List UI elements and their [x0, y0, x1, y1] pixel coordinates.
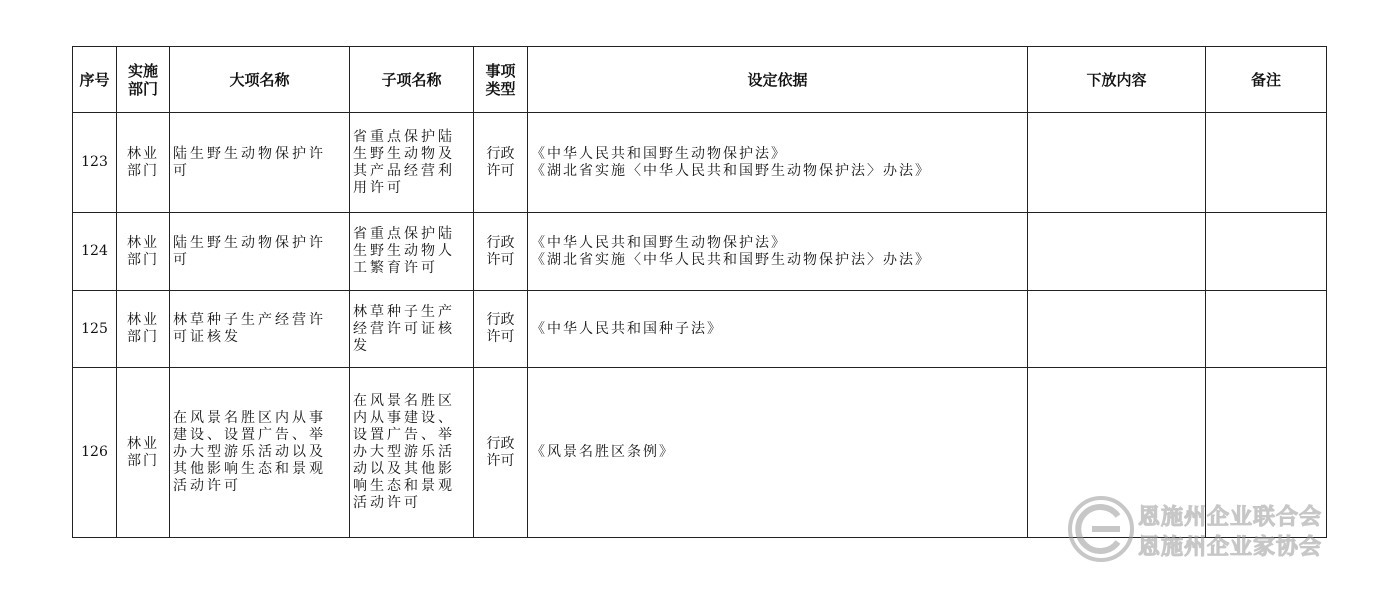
row-sub-item: 省重点保护陆 生野生动物人 工繁育许可: [350, 213, 474, 291]
header-dept: 实施 部门: [117, 47, 170, 113]
header-row: [73, 47, 1327, 113]
row-num: 126: [73, 368, 117, 538]
row-sub-item: 在风景名胜区 内从事建设、 设置广告、举 办大型游乐活 动以及其他影 响生态和景观 活动许可: [350, 368, 474, 538]
row-dept: 林业 部门: [117, 113, 170, 213]
row-big-item: 陆生野生动物保护许 可: [170, 213, 350, 291]
row-basis: 《中华人民共和国野生动物保护法》 《湖北省实施〈中华人民共和国野生动物保护法〉办法》: [528, 113, 1028, 213]
row-note: [1206, 291, 1327, 368]
watermark-line1: 恩施州企业联合会: [1138, 505, 1323, 530]
header-note: 备注: [1206, 47, 1327, 113]
header-type: 事项 类型: [474, 47, 528, 113]
row-num: 124: [73, 213, 117, 291]
watermark: [1066, 494, 1366, 566]
header-basis: 设定依据: [528, 47, 1028, 113]
policy-table: [72, 46, 1327, 538]
row-type: 行政 许可: [474, 113, 528, 213]
row-content: [1028, 213, 1206, 291]
row-dept: 林业 部门: [117, 213, 170, 291]
row-basis: 《中华人民共和国种子法》: [528, 291, 1028, 368]
row-sub-item: 林草种子生产 经营许可证核 发: [350, 291, 474, 368]
row-basis: 《风景名胜区条例》: [528, 368, 1028, 538]
row-content: [1028, 291, 1206, 368]
header-content: 下放内容: [1028, 47, 1206, 113]
row-type: 行政 许可: [474, 213, 528, 291]
row-note: [1206, 213, 1327, 291]
row-big-item: 林草种子生产经营许 可证核发: [170, 291, 350, 368]
row-type: 行政 许可: [474, 368, 528, 538]
row-type: 行政 许可: [474, 291, 528, 368]
row-num: 123: [73, 113, 117, 213]
row-big-item: 在风景名胜区内从事 建设、设置广告、举 办大型游乐活动以及 其他影响生态和景观 活动许可: [170, 368, 350, 538]
table-row: [73, 291, 1327, 368]
header-sub-item: 子项名称: [350, 47, 474, 113]
row-big-item: 陆生野生动物保护许 可: [170, 113, 350, 213]
header-big-item: 大项名称: [170, 47, 350, 113]
row-sub-item: 省重点保护陆 生野生动物及 其产品经营利 用许可: [350, 113, 474, 213]
table-row: [73, 213, 1327, 291]
row-basis: 《中华人民共和国野生动物保护法》 《湖北省实施〈中华人民共和国野生动物保护法〉办法》: [528, 213, 1028, 291]
header-num: 序号: [73, 47, 117, 113]
table-row: [73, 113, 1327, 213]
row-dept: 林业 部门: [117, 291, 170, 368]
watermark-logo-icon: [1066, 494, 1136, 564]
row-dept: 林业 部门: [117, 368, 170, 538]
row-content: [1028, 113, 1206, 213]
watermark-line2: 恩施州企业家协会: [1138, 535, 1323, 560]
row-note: [1206, 113, 1327, 213]
row-num: 125: [73, 291, 117, 368]
